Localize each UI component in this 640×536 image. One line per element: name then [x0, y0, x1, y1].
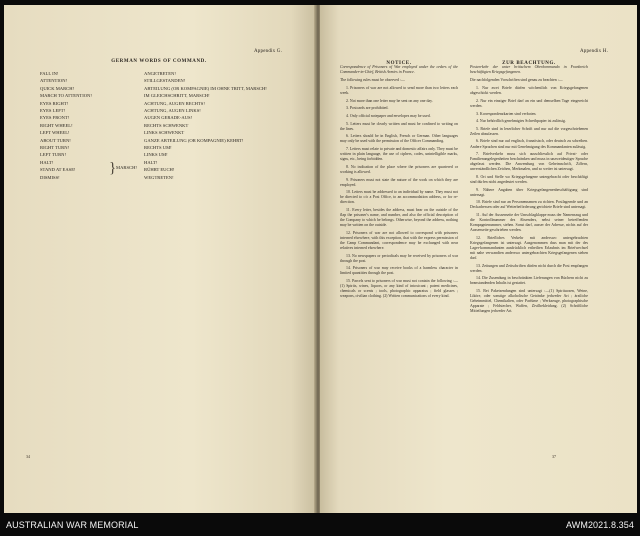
german-notice-rule: 3. Korrespondenzkarten sind verboten.	[476, 111, 537, 116]
notice-rule: 15. Parcels sent to prisoners of war must not contain the following :—(1) Spirits, wines, liquors, or any kind of intoxicant ; patent medicines, chemicals or scents ; tools, photographic apparatus ; field glasses ; weapons, civilian clothing. (2) Written communications of every kind.	[340, 278, 458, 299]
command-row	[40, 151, 310, 158]
german-notice-rule: 2. Nur ein einziger Brief darf an ein und demselben Tage eingereicht werden.	[470, 98, 588, 108]
command-german: WEGTRETEN!	[144, 174, 174, 180]
command-german: RÜHRT EUCH!	[144, 167, 175, 173]
page-heading: GERMAN WORDS OF COMMAND.	[111, 59, 207, 64]
command-german: STILLGESTANDEN!	[144, 78, 186, 84]
notice-rule: 7. Letters must relate to private and domestic affairs only. They must be written in plain language, the use of ciphers, codes, unintelligible marks, signs, etc., being forbidden.	[340, 147, 458, 162]
page-number: 37	[552, 454, 556, 459]
command-row	[40, 77, 310, 84]
page-number: 34	[26, 454, 30, 459]
command-english: RIGHT WHEEL!	[40, 122, 73, 128]
notice-rule: 14. Prisoners of war may receive books of a harmless character in limited quantities through the post.	[340, 266, 458, 276]
german-rules-list	[470, 86, 588, 314]
command-row	[40, 129, 310, 136]
command-german: GANZE ABTEILUNG (OR KOMPAGNIE) KEHRT!	[144, 137, 244, 143]
command-row	[40, 166, 310, 173]
command-row	[40, 92, 310, 99]
command-row	[40, 174, 310, 181]
notice-rule: 11. Every letter, besides the address, must bear on the outside of the flap the prisoner's name, and number, and also the official description of the Company to which he belongs. Otherwise, beyond the address, nothing may be written on the outside.	[340, 207, 458, 228]
notice-rule: 5. Letters must be clearly written and must be confined to writing on the lines.	[340, 121, 458, 131]
notice-rules-list	[340, 86, 458, 299]
german-notice-rule: 9. Nähere Angaben über Kriegsgefangenenbeschäftigung sind untersagt.	[470, 187, 588, 197]
english-notice-column	[340, 65, 458, 302]
command-english: DISMISS!	[40, 174, 60, 180]
notice-rule: 1. Prisoners of war are not allowed to send more than two letters each week.	[340, 86, 458, 96]
command-row	[40, 107, 310, 114]
german-notice-rule: 10. Briefe sind nur an Personennamen zu richten. Postlagernde und an Deckadressen oder auf Weiterbeförderung gerichtete Briefe sind untersagt.	[470, 200, 588, 210]
notice-intro: Correspondence of Prisoners of War employed under the orders of the Commander-in-Chief, British Armies in France.	[340, 65, 458, 75]
command-german: ACHTUNG, AUGEN LINKS!	[144, 108, 201, 113]
command-english: LEFT TURN!	[40, 152, 66, 158]
command-german: IM GLEICHSCHRITT, MARSCH!	[144, 93, 210, 99]
notice-rule: 8. No indication of the place where the prisoners are quartered or working is allowed.	[340, 164, 458, 174]
command-english: LEFT WHEEL!	[40, 130, 70, 136]
appendix-label: Appendix G.	[254, 49, 283, 54]
brace-label: MARSCH!	[116, 165, 137, 170]
command-german: RECHTS SCHWENKT	[144, 122, 189, 128]
command-german: AUGEN GERADE-AUS!	[144, 115, 193, 121]
command-english: RIGHT TURN!	[40, 145, 70, 150]
command-english: MARCH TO ATTENTION!	[40, 93, 92, 99]
command-english: HALT!	[40, 159, 54, 165]
right-page	[320, 5, 637, 513]
appendix-label: Appendix H.	[580, 49, 609, 54]
command-english: ABOUT TURN!	[40, 137, 71, 143]
command-german: ABTEILUNG (OR KOMPAGNIE) IM OHNE TRITT, MARSCH!	[144, 85, 267, 91]
brace-mark: }	[109, 160, 117, 176]
command-german: ANGETRETEN!	[144, 71, 176, 76]
command-english: EYES LEFT!	[40, 108, 66, 113]
german-notice-rule: 14. Die Zusendung in beschränkten Lieferungen von Büchern nicht zu beanstandenden Inhalts ist gestattet.	[470, 276, 588, 286]
notice-rule: 2. Not more than one letter may be sent on any one day.	[346, 98, 433, 103]
german-notice-column	[470, 65, 588, 317]
command-german: HALT!	[144, 159, 158, 165]
german-notice-rule: 6. Briefe sind nur auf englisch, französisch, oder deutsch zu schreiben. Andere Sprachen sind nur mit Genehmigung des Kommandanten zulässig.	[470, 139, 588, 149]
german-notice-rule: 11. Auf der Aussenseite der Umschlagklappe muss der Namenszug und die Kontrollnummer des Absenders, nebst seiner betreffenden Kompagnienummer, stehen. Sonst darf, ausser der Adresse, nichts auf der Aussenseite geschrieben werden.	[470, 213, 588, 233]
command-row	[40, 70, 310, 77]
notice-rule: 4. Only official notepaper and envelopes may be used.	[346, 114, 431, 119]
institution-credit: AUSTRALIAN WAR MEMORIAL	[6, 520, 139, 530]
german-notice-rule: 13. Zeitungen und Zeitschriften dürfen nicht durch die Post empfangen werden.	[470, 263, 588, 273]
command-english: ATTENTION!	[40, 78, 68, 84]
notice-rule: 6. Letters should be in English, French or German. Other languages may only be used with the permission of the Officer Commanding.	[340, 134, 458, 144]
notice-rule: 12. Prisoners of war are not allowed to correspond with prisoners interned elsewhere, with this exception, that with the express permission of the Camp Commandant, correspondence may be exchanged with near relatives interned elsewhere.	[340, 230, 458, 250]
command-row	[40, 114, 310, 121]
command-row	[40, 137, 310, 144]
command-german: LINKS UM!	[144, 152, 168, 158]
command-english: EYES RIGHT!	[40, 100, 69, 106]
notice-lead: The following rules must be observed :—	[340, 78, 405, 83]
german-notice-lead: Die nachfolgenden Vorschriften sind genau zu beachten :—	[470, 78, 563, 83]
command-english: STAND AT EASE!	[40, 167, 76, 173]
german-notice-rule: 8. Ort und Stelle wo Kriegsgefangene untergebracht oder beschäftigt sind dürfen nicht angedeutet werden.	[470, 174, 588, 184]
german-notice-rule: 4. Nur behördlich genehmigtes Schreibpapier ist zulässig.	[476, 119, 566, 124]
command-german: RECHTS UM!	[144, 145, 172, 150]
notice-rule: 10. Letters must be addressed to an individual by name. They must not be directed to c/o a Post Office, to an accommodation address, or for re-direction.	[340, 190, 458, 205]
german-notice-rule: 1. Nur zwei Briefe dürfen wöchentlich von Kriegsgefangenen abgeschickt werden.	[470, 86, 588, 96]
command-german: ACHTUNG, AUGEN RECHTS!	[144, 100, 205, 106]
command-row	[40, 159, 310, 166]
command-english: EYES FRONT!	[40, 115, 70, 121]
german-notice-rule: 15. Bei Paketsendungen sind untersagt :—(1) Spirituosen, Weine, Liköre, oder sonstige alkoholische Getränke jedweder Art ; ärztliche Geheimmittel, Chemikalien, oder Parfüme ; Werkzeuge, photographische Apparate ; Feldstecher, Waffen, Zivilbekleidung. (2) Schriftliche Mitteilungen jedweder Art.	[470, 289, 588, 314]
notice-rule: 9. Prisoners must not state the nature of the work on which they are employed.	[340, 177, 458, 187]
command-row	[40, 144, 310, 151]
command-row	[40, 122, 310, 129]
command-english: QUICK MARCH!	[40, 85, 75, 91]
german-notice-heading: ZUR BEACHTUNG.	[502, 61, 556, 66]
notice-rule: 3. Postcards are prohibited.	[346, 106, 389, 111]
command-row	[40, 100, 310, 107]
command-german: LINKS SCHWENKT	[144, 130, 185, 136]
notice-heading: NOTICE.	[386, 61, 412, 66]
german-notice-rule: 5. Briefe sind in leserlicher Schrift und nur auf die vorgeschriebenen Zeilen abzufassen.	[470, 126, 588, 136]
accession-number: AWM2021.8.354	[565, 520, 634, 530]
notice-rule: 13. No newspapers or periodicals may be received by prisoners of war through the post.	[340, 253, 458, 263]
german-notice-rule: 12. Briefliches Verkehr mit anderswo untergebrachten Kriegsgefangenen ist untersagt. Ausgenommen dass man mit der des Lager-kommandanten ausdrücklich ertheilten Erlaubnis im Briefwechsel mit nahe verwandten anderswo untergebrachten Kriegsgefangenen stehen darf.	[470, 235, 588, 260]
german-notice-rule: 7. Briefverkehr muss sich ausschliesslich auf Privat- oder Familienangelegenheiten beschränken und muss in unzweideutiger Sprache abgefasst werden. Die Anwendung von Geheimschrift, Ziffern, unverständlichen Zeichen, Merkmalen, und so weiter ist untersagt.	[470, 152, 588, 172]
command-row	[40, 85, 310, 92]
german-notice-intro: Postverkehr der unter britischem Oberkommando in Frankreich beschäftigten Kriegsgefangenen.	[470, 65, 588, 75]
command-english: FALL IN!	[40, 71, 59, 76]
left-page	[4, 5, 316, 513]
